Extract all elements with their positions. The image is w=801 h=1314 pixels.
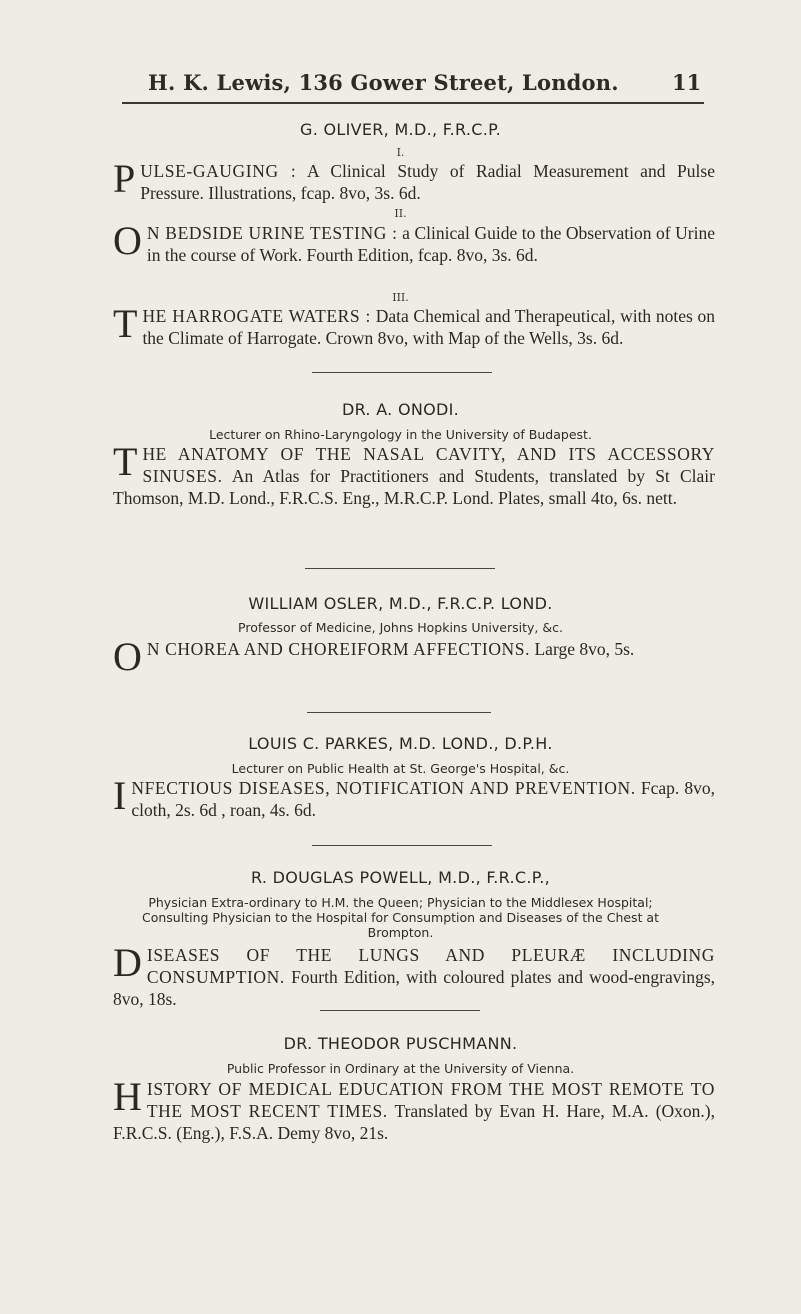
- page-number: 11: [672, 70, 702, 95]
- book-entry: [113, 301, 715, 349]
- book-title: N BEDSIDE URINE TESTING :: [146, 223, 398, 243]
- book-description: Translated by Evan H. Hare, M.A. (Oxon.), F.R.C.S. (Eng.), F.S.A. Demy 8vo, 21s.: [113, 1101, 716, 1143]
- publisher-address: H. K. Lewis, 136 Gower Street, London.: [148, 70, 619, 95]
- author-heading: G. OLIVER, M.D., F.R.C.P.: [300, 120, 501, 139]
- section-rule: [320, 1010, 480, 1011]
- book-entry: [113, 634, 715, 679]
- book-entry: [113, 1074, 716, 1144]
- book-title: ULSE-GAUGING :: [140, 161, 297, 181]
- drop-cap: D: [113, 940, 142, 985]
- author-heading: DR. A. ONODI.: [341, 400, 460, 419]
- book-description: Fcap. 8vo, cloth, 2s. 6d , roan, 4s. 6d.: [131, 778, 715, 820]
- book-entry: [113, 439, 715, 509]
- section-rule: [312, 372, 492, 373]
- author-heading: R. DOUGLAS POWELL, M.D., F.R.C.P.,: [251, 868, 550, 887]
- author-affiliation: Lecturer on Public Health at St. George's Hospital, &c.: [231, 761, 570, 776]
- book-title: N CHOREA AND CHOREIFORM AFFECTIONS.: [146, 639, 531, 659]
- book-description: Fourth Edition, with coloured plates and wood-engravings, 8vo, 18s.: [113, 967, 716, 1009]
- section-rule: [305, 568, 495, 569]
- drop-cap: H: [113, 1074, 142, 1119]
- author-affiliation: Physician Extra-ordinary to H.M. the Queen; Physician to the Middlesex Hospital; Consulting Physician to the Hospital for Consumption and Diseases of the Chest at Brompton.: [142, 895, 659, 940]
- drop-cap: O: [113, 634, 142, 679]
- author-heading: LOUIS C. PARKES, M.D. LOND., D.P.H.: [248, 734, 553, 753]
- book-title: ISEASES OF THE LUNGS AND PLEURÆ INCLUDING CONSUMPTION.: [146, 945, 715, 987]
- drop-cap: P: [113, 156, 136, 201]
- drop-cap: T: [113, 439, 138, 484]
- book-description: An Atlas for Practitioners and Students, translated by St Clair Thomson, M.D. Lond., F.R.C.S. Eng., M.R.C.P. Lond. Plates, small 4to, 6s. nett.: [113, 466, 715, 508]
- section-rule: [312, 845, 492, 846]
- author-heading: WILLIAM OSLER, M.D., F.R.C.P. LOND.: [248, 594, 553, 613]
- drop-cap: I: [113, 773, 127, 818]
- author-heading: DR. THEODOR PUSCHMANN.: [283, 1034, 518, 1053]
- book-entry: [113, 773, 715, 821]
- author-affiliation: Lecturer on Rhino-Laryngology in the University of Budapest.: [209, 427, 592, 442]
- author-affiliation: Public Professor in Ordinary at the University of Vienna.: [226, 1061, 575, 1076]
- author-affiliation: Professor of Medicine, Johns Hopkins University, &c.: [238, 620, 563, 635]
- book-numeral: I.: [396, 146, 405, 159]
- book-description: Data Chemical and Therapeutical, with notes on the Climate of Harrogate. Crown 8vo, with Map of the Wells, 3s. 6d.: [142, 306, 715, 348]
- book-numeral: II.: [394, 207, 407, 220]
- running-head: [0, 64, 801, 104]
- book-entry: [113, 940, 716, 1010]
- header-rule: [122, 102, 704, 104]
- book-title: NFECTIOUS DISEASES, NOTIFICATION AND PREVENTION.: [131, 778, 636, 798]
- book-entry: [113, 218, 716, 266]
- book-description: a Clinical Guide to the Observation of Urine in the course of Work. Fourth Edition, fcap. 8vo, 3s. 6d.: [146, 223, 716, 265]
- book-description: A Clinical Study of Radial Measurement and Pulse Pressure. Illustrations, fcap. 8vo, 3s. 6d.: [140, 161, 715, 203]
- book-title: ISTORY OF MEDICAL EDUCATION FROM THE MOST REMOTE TO THE MOST RECENT TIMES.: [146, 1079, 715, 1121]
- section-rule: [307, 712, 491, 713]
- book-entry: [113, 156, 715, 204]
- book-numeral: III.: [392, 291, 409, 304]
- book-title: HE ANATOMY OF THE NASAL CAVITY, AND ITS ACCESSORY SINUSES.: [142, 444, 715, 486]
- drop-cap: O: [113, 218, 142, 263]
- book-title: HE HARROGATE WATERS :: [142, 306, 372, 326]
- book-description: Large 8vo, 5s.: [534, 639, 635, 659]
- drop-cap: T: [113, 301, 138, 346]
